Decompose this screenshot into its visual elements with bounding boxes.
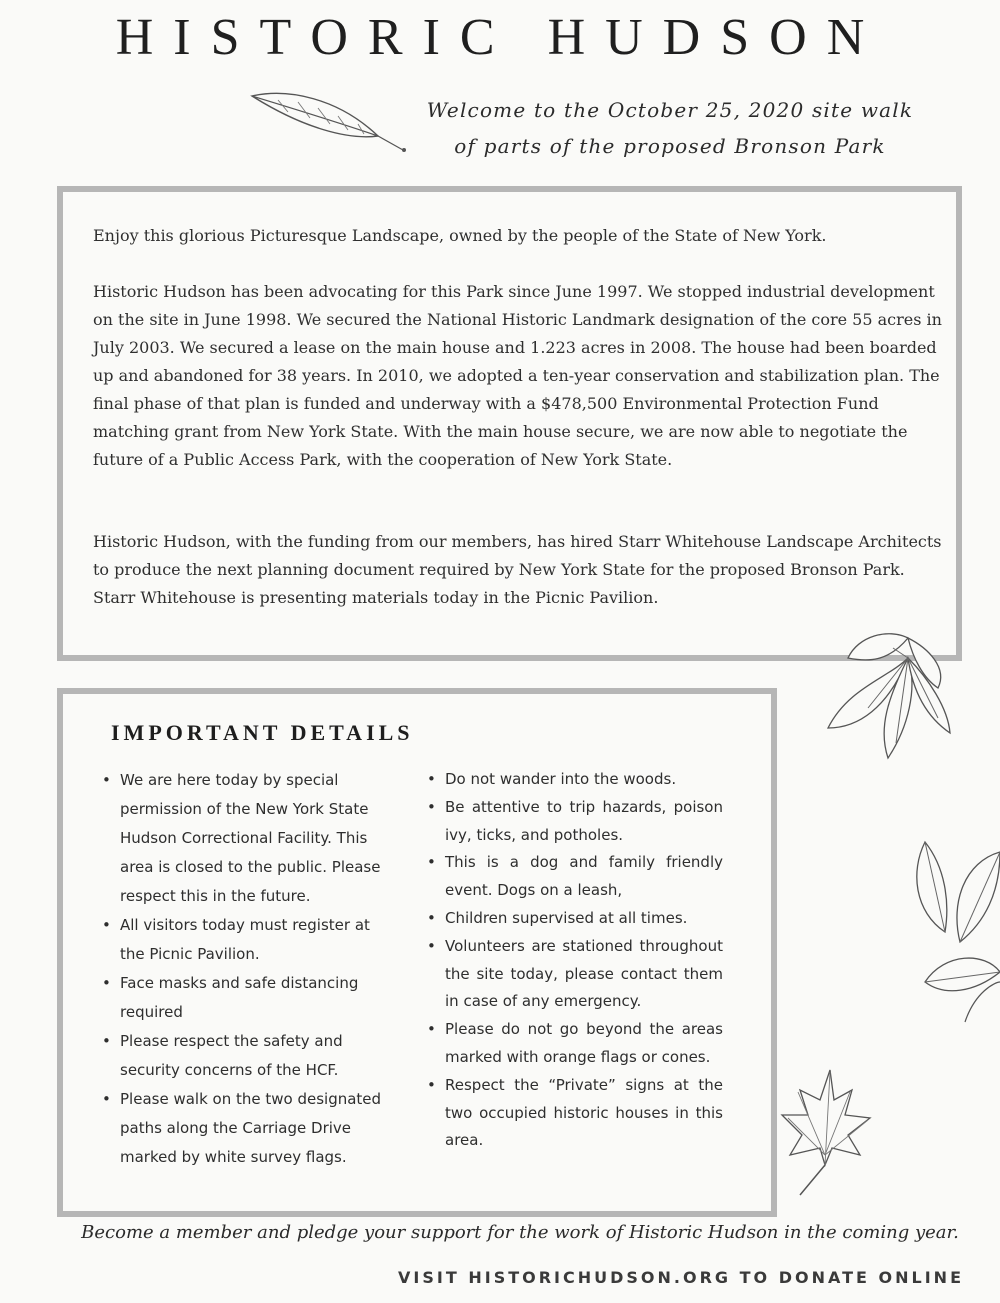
list-item: • Volunteers are stationed throughout the site today, please contact them in case of any emergency. bbox=[427, 936, 723, 1011]
welcome-line-2: of parts of the proposed Bronson Park bbox=[454, 134, 886, 158]
details-heading: IMPORTANT DETAILS bbox=[111, 720, 414, 745]
list-item: • This is a dog and family friendly event. Dogs on a leash, bbox=[427, 853, 723, 900]
list-item: • We are here today by special permission of the New York State Hudson Correctional Facility. This area is closed to the public. Please respect this in the future. bbox=[102, 771, 381, 905]
welcome-text bbox=[400, 92, 940, 164]
leaf-cluster-icon bbox=[905, 832, 1000, 1032]
welcome-line-1: Welcome to the October 25, 2020 site walk bbox=[426, 98, 914, 122]
list-item: • Be attentive to trip hazards, poison ivy, ticks, and potholes. bbox=[427, 797, 723, 844]
page-title: HISTORIC HUDSON bbox=[115, 9, 885, 66]
list-item: • Please respect the safety and security concerns of the HCF. bbox=[102, 1032, 343, 1079]
list-item: • Please walk on the two designated paths along the Carriage Drive marked by white survey flags. bbox=[102, 1090, 382, 1166]
details-list-right bbox=[423, 766, 723, 1155]
intro-box bbox=[57, 186, 962, 661]
list-item: • Children supervised at all times. bbox=[427, 908, 688, 927]
list-item: • Respect the “Private” signs at the two occupied historic houses in this area. bbox=[427, 1075, 723, 1150]
intro-paragraph-3: Historic Hudson, with the funding from our members, has hired Starr Whitehouse Landscape Architects to produce the next planning document required by New York State for the proposed Bronson Park. Starr Whitehouse is presenting materials today in the Picnic Pavilion. bbox=[93, 532, 942, 607]
details-list-left bbox=[98, 766, 398, 1172]
list-item: • Face masks and safe distancing required bbox=[102, 974, 359, 1021]
maple-leaf-icon bbox=[808, 618, 958, 768]
important-details-box bbox=[57, 688, 777, 1217]
leaf-illustration-icon bbox=[248, 88, 408, 158]
intro-paragraph-1: Enjoy this glorious Picturesque Landscape, owned by the people of the State of New York. bbox=[93, 226, 827, 245]
list-item: • All visitors today must register at the Picnic Pavilion. bbox=[102, 916, 370, 963]
list-item: • Please do not go beyond the areas marked with orange flags or cones. bbox=[427, 1020, 723, 1066]
list-item: • Do not wander into the woods. bbox=[427, 770, 677, 788]
donate-link-text: VISIT HISTORICHUDSON.ORG TO DONATE ONLINE bbox=[398, 1268, 964, 1287]
intro-paragraph-2: Historic Hudson has been advocating for this Park since June 1997. We stopped industrial development on the site in June 1998. We secured the National Historic Landmark designation of the core 55 acres in July 2003. We secured a lease on the main house and 1.223 acres in 2008. The house had been boarded up and abandoned for 38 years. In 2010, we adopted a ten-year conservation and stabilization plan. The final phase of that plan is funded and underway with a $478,500 Environmental Protection Fund matching grant from New York State. With the main house secure, we are now able to negotiate the future of a Public Access Park, with the cooperation of New York State. bbox=[93, 282, 942, 469]
pledge-text: Become a member and pledge your support for the work of Historic Hudson in the coming year. bbox=[81, 1222, 959, 1243]
maple-leaf-small-icon bbox=[770, 1060, 880, 1200]
